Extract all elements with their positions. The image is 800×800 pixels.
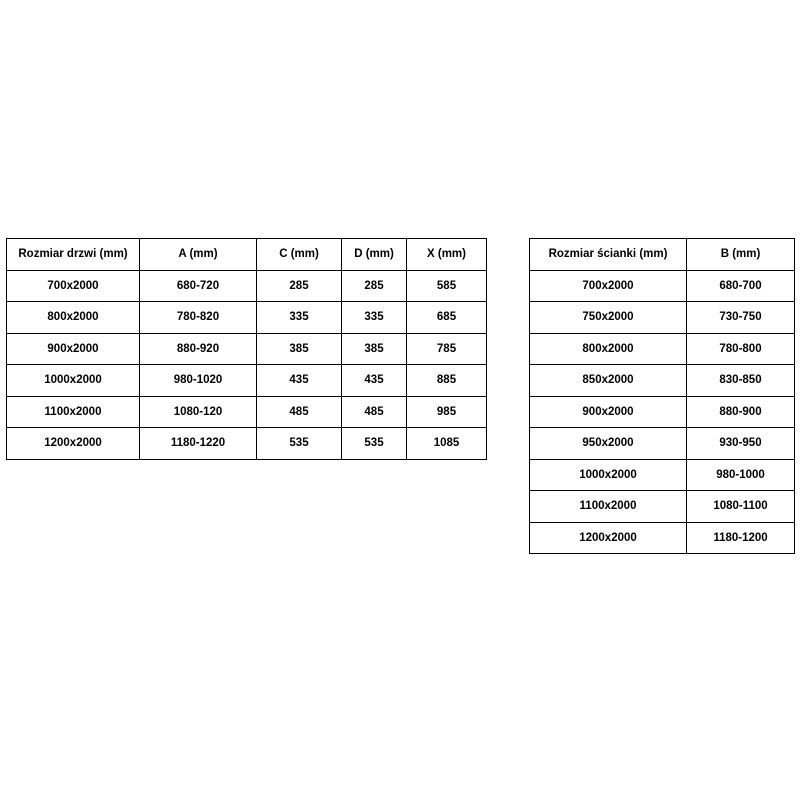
walls-size-table-container [529, 238, 795, 554]
cell-wall-size: 950x2000 [530, 428, 687, 460]
cell-b: 830-850 [687, 365, 795, 397]
cell-x: 585 [407, 270, 487, 302]
cell-door-size: 1000x2000 [7, 365, 140, 397]
table-row [530, 428, 795, 460]
cell-wall-size: 700x2000 [530, 270, 687, 302]
walls-size-table [529, 238, 795, 554]
cell-c: 535 [257, 428, 342, 460]
table-row [530, 302, 795, 334]
cell-a: 1180-1220 [140, 428, 257, 460]
cell-b: 930-950 [687, 428, 795, 460]
cell-c: 485 [257, 396, 342, 428]
table-row [7, 270, 487, 302]
cell-door-size: 1100x2000 [7, 396, 140, 428]
cell-b: 1080-1100 [687, 491, 795, 523]
column-header-x: X (mm) [407, 239, 487, 271]
cell-door-size: 800x2000 [7, 302, 140, 334]
cell-a: 780-820 [140, 302, 257, 334]
cell-a: 980-1020 [140, 365, 257, 397]
cell-b: 1180-1200 [687, 522, 795, 554]
cell-wall-size: 1000x2000 [530, 459, 687, 491]
cell-wall-size: 800x2000 [530, 333, 687, 365]
table-row [530, 270, 795, 302]
table-row [530, 491, 795, 523]
table-row [530, 522, 795, 554]
table-row [7, 333, 487, 365]
table-row [530, 365, 795, 397]
cell-c: 335 [257, 302, 342, 334]
cell-d: 285 [342, 270, 407, 302]
column-header-wall-size: Rozmiar ścianki (mm) [530, 239, 687, 271]
cell-x: 685 [407, 302, 487, 334]
table-row [7, 365, 487, 397]
column-header-door-size: Rozmiar drzwi (mm) [7, 239, 140, 271]
cell-a: 680-720 [140, 270, 257, 302]
cell-wall-size: 900x2000 [530, 396, 687, 428]
cell-c: 285 [257, 270, 342, 302]
column-header-a: A (mm) [140, 239, 257, 271]
table-header-row [530, 239, 795, 271]
cell-c: 385 [257, 333, 342, 365]
cell-d: 435 [342, 365, 407, 397]
cell-wall-size: 850x2000 [530, 365, 687, 397]
table-row [530, 459, 795, 491]
cell-x: 1085 [407, 428, 487, 460]
cell-b: 680-700 [687, 270, 795, 302]
cell-door-size: 700x2000 [7, 270, 140, 302]
table-row [7, 428, 487, 460]
table-row [7, 302, 487, 334]
cell-d: 335 [342, 302, 407, 334]
table-header-row [7, 239, 487, 271]
column-header-c: C (mm) [257, 239, 342, 271]
cell-b: 880-900 [687, 396, 795, 428]
cell-a: 1080-120 [140, 396, 257, 428]
doors-size-table-container [6, 238, 487, 460]
cell-d: 385 [342, 333, 407, 365]
column-header-b: B (mm) [687, 239, 795, 271]
cell-wall-size: 1100x2000 [530, 491, 687, 523]
cell-x: 985 [407, 396, 487, 428]
cell-b: 780-800 [687, 333, 795, 365]
cell-wall-size: 750x2000 [530, 302, 687, 334]
cell-c: 435 [257, 365, 342, 397]
cell-b: 730-750 [687, 302, 795, 334]
cell-b: 980-1000 [687, 459, 795, 491]
cell-door-size: 900x2000 [7, 333, 140, 365]
doors-size-table [6, 238, 487, 460]
cell-door-size: 1200x2000 [7, 428, 140, 460]
table-row [530, 396, 795, 428]
cell-x: 785 [407, 333, 487, 365]
cell-x: 885 [407, 365, 487, 397]
table-row [530, 333, 795, 365]
cell-wall-size: 1200x2000 [530, 522, 687, 554]
table-row [7, 396, 487, 428]
cell-a: 880-920 [140, 333, 257, 365]
cell-d: 535 [342, 428, 407, 460]
column-header-d: D (mm) [342, 239, 407, 271]
cell-d: 485 [342, 396, 407, 428]
